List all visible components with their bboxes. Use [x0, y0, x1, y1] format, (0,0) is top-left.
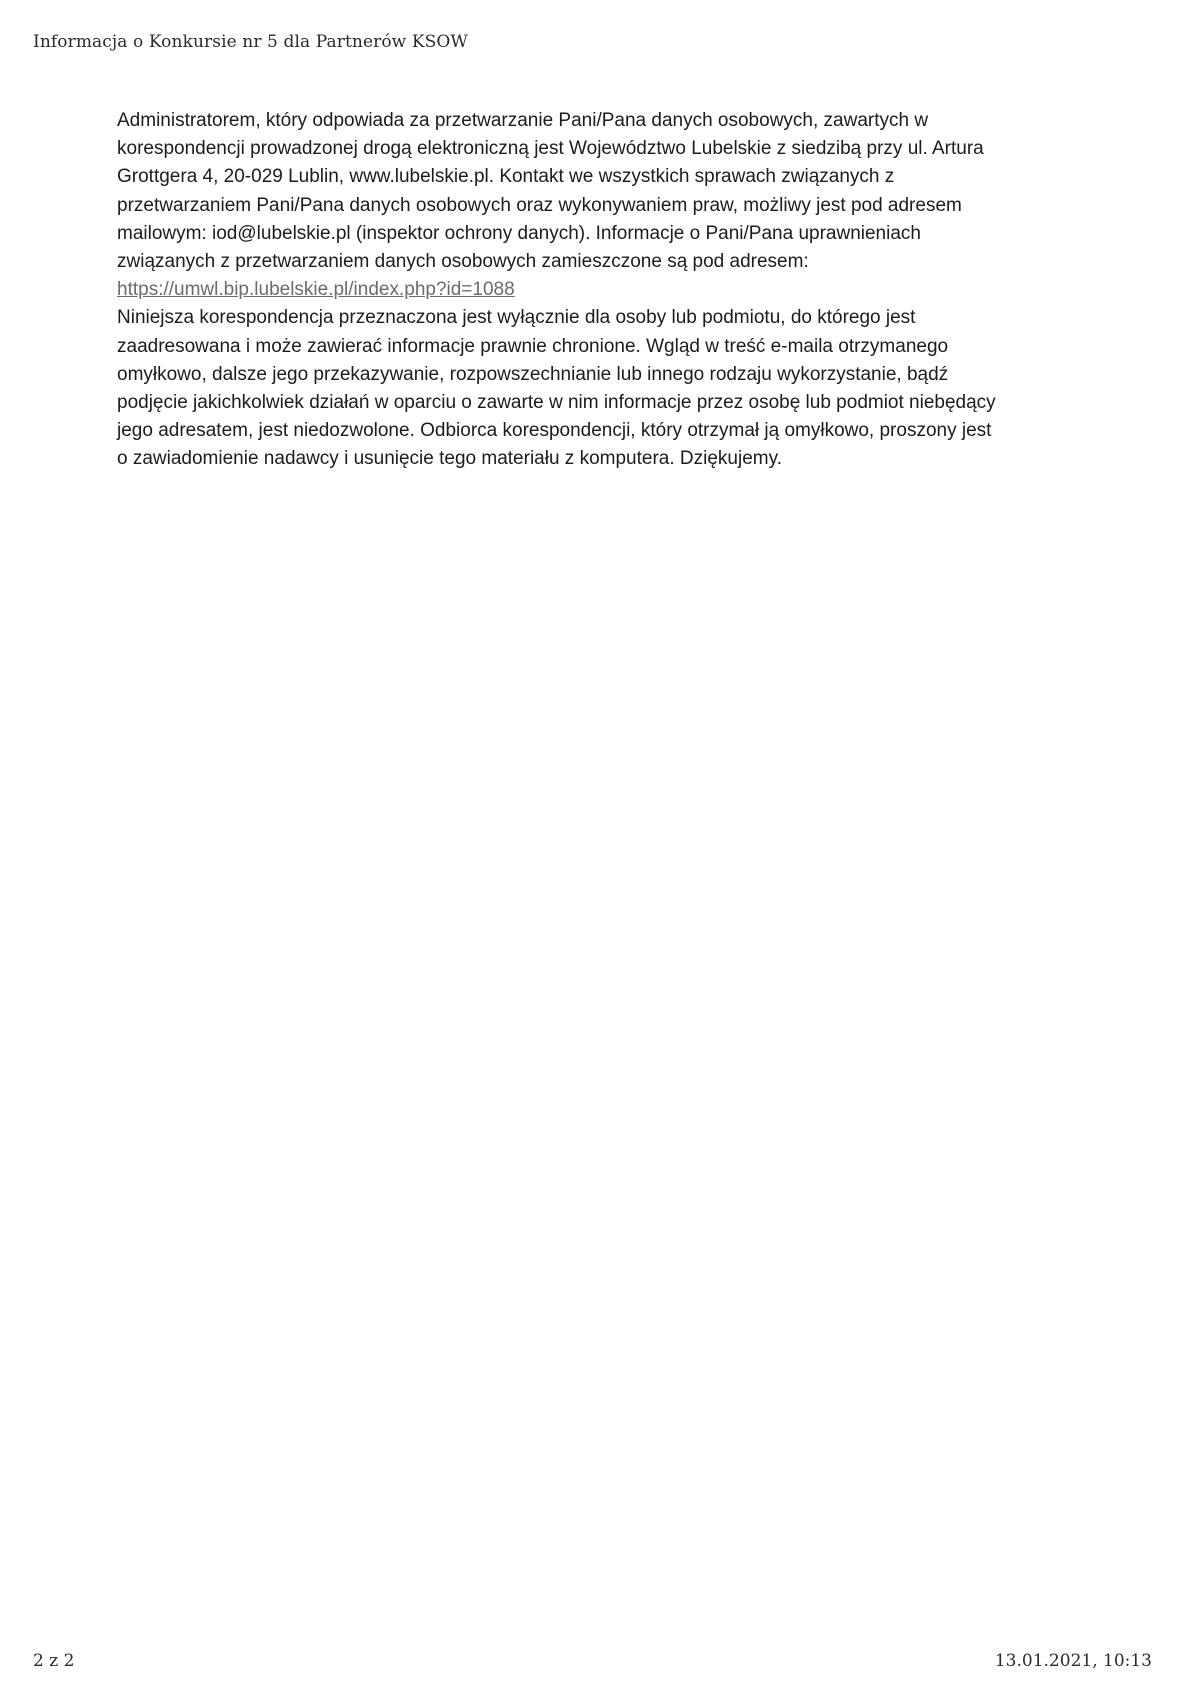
privacy-paragraph [117, 107, 1117, 304]
paragraph-line: przetwarzaniem Pani/Pana danych osobowych oraz wykonywaniem praw, możliwy jest pod adresem [117, 194, 962, 216]
confidentiality-paragraph [117, 304, 1117, 473]
paragraph-line: podjęcie jakichkolwiek działań w oparciu o zawarte w nim informacje przez osobę lub podmiot niebędący [117, 392, 996, 414]
paragraph-line: Grottgera 4, 20-029 Lublin, www.lubelskie.pl. Kontakt we wszystkich sprawach związanych z [117, 166, 895, 188]
page-number: 2 z 2 [33, 1651, 75, 1671]
paragraph-line: związanych z przetwarzaniem danych osobowych zamieszczone są pod adresem: [117, 251, 809, 273]
paragraph-line: korespondencji prowadzonej drogą elektroniczną jest Województwo Lubelskie z siedzibą przy ul. Artura [117, 138, 984, 160]
paragraph-line: omyłkowo, dalsze jego przekazywanie, rozpowszechnianie lub innego rodzaju wykorzystanie, bądź [117, 363, 949, 385]
page-header-title: Informacja o Konkursie nr 5 dla Partnerów KSOW [33, 32, 468, 52]
document-body [117, 107, 1117, 474]
paragraph-line: Administratorem, który odpowiada za przetwarzanie Pani/Pana danych osobowych, zawartych w [117, 110, 929, 131]
print-timestamp: 13.01.2021, 10:13 [994, 1651, 1152, 1671]
paragraph-line: o zawiadomienie nadawcy i usunięcie tego materiału z komputera. Dziękujemy. [117, 448, 782, 470]
paragraph-line: zaadresowana i może zawierać informacje prawnie chronione. Wgląd w treść e-maila otrzymanego [117, 335, 949, 357]
paragraph-line: mailowym: iod@lubelskie.pl (inspektor ochrony danych). Informacje o Pani/Pana uprawnieniach [117, 222, 921, 244]
paragraph-line: Niniejsza korespondencja przeznaczona jest wyłącznie dla osoby lub podmiotu, do którego jest [117, 307, 916, 329]
paragraph-line: jego adresatem, jest niedozwolone. Odbiorca korespondencji, który otrzymał ją omyłkowo, proszony jest [117, 420, 992, 442]
bip-link[interactable]: https://umwl.bip.lubelskie.pl/index.php?id=1088 [117, 279, 515, 301]
